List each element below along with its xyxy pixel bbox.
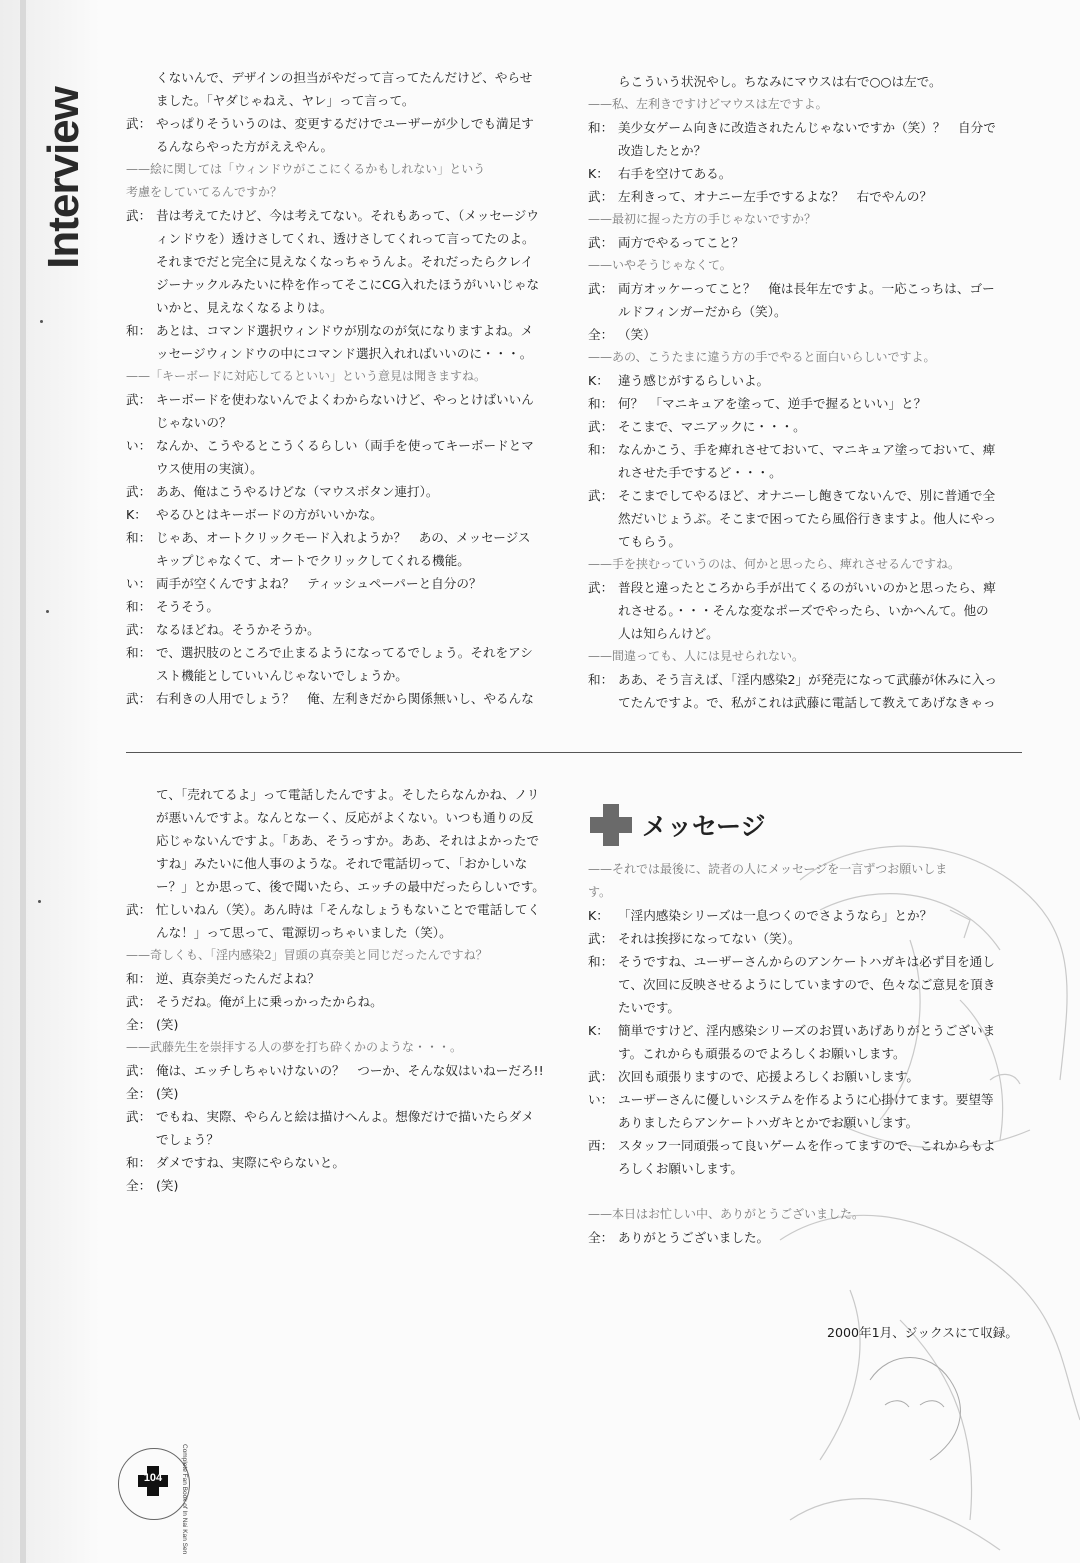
speaker-label: 武： (588, 931, 614, 946)
line-text: そうそう。 (156, 599, 219, 614)
line-text: ッセージウィンドウの中にコマンド選択入れればいいのに・・・。 (156, 346, 533, 361)
speckle (38, 900, 41, 903)
continuation-line (126, 250, 566, 273)
line-text: て、「売れてるよ」って電話したんですよ。そしたらなんかね、ノリ (156, 787, 540, 802)
line-text: 考慮をしていてるんですか？ (126, 185, 283, 199)
interviewer-line (588, 645, 1028, 668)
line-text: ルドフィンガーだから（笑）。 (618, 304, 787, 319)
interviewer-line (588, 553, 1028, 576)
speaker-line (126, 641, 566, 664)
speaker-line (126, 1174, 566, 1197)
speaker-line (588, 277, 1028, 300)
line-text: 右利きの人用でしょう？ 俺、左利きだから関係無いし、やるんな (156, 691, 534, 706)
line-text: そうですね、ユーザーさんからのアンケートハガキは必ず目を通し (618, 954, 995, 969)
speaker-line (588, 668, 1028, 691)
line-text: ジーナックルみたいに枠を作ってそこにCG入れたほうがいいじゃな (156, 277, 540, 292)
line-text: 両方オッケーってこと？ 俺は長年左ですよ。一応こっちは、ゴー (618, 281, 995, 296)
line-text: 昔は考えてたけど、今は考えてない。それもあって、（メッセージウ (156, 208, 539, 223)
interview-column-2 (588, 70, 1028, 714)
line-text: す。 (588, 885, 612, 899)
line-text: てたんですよ。で、私がこれは武藤に電話して教えてあげなきゃっ (618, 695, 996, 710)
speaker-label: 武： (588, 235, 614, 250)
speaker-line (588, 1134, 1028, 1157)
continuation-line (588, 973, 1028, 996)
line-text: あとは、コマンド選択ウィンドウが別なのが気になりますよね。メ (156, 323, 534, 338)
continuation-line (126, 411, 566, 434)
speaker-line (588, 185, 1028, 208)
line-text: なんか、こうやるとこうくるらしい（両手を使ってキーボードとマ (156, 438, 534, 453)
line-text: 次回も頑張りますので、応援よろしくお願いします。 (618, 1069, 919, 1084)
continuation-line (588, 1157, 1028, 1180)
speaker-label: K： (126, 507, 147, 522)
speaker-line (588, 576, 1028, 599)
line-text: なんかこう、手を痺れさせておいて、マニキュア塗っておいて、痺 (618, 442, 996, 457)
line-text: 普段と違ったところから手が出てくるのがいいのかと思ったら、痺 (618, 580, 996, 595)
speaker-line (126, 1151, 566, 1174)
plus-icon (590, 804, 632, 846)
interviewer-line (588, 1203, 1028, 1226)
continuation-line (126, 273, 566, 296)
interviewer-line (588, 93, 1028, 116)
continuation-line (126, 135, 566, 158)
line-text: れさせた手でするど・・・。 (618, 465, 782, 480)
speaker-line (126, 618, 566, 641)
line-text: ——それでは最後に、読者の人にメッセージを一言ずつお願いしま (588, 862, 948, 876)
line-text: スト機能としていいんじゃないでしょうか。 (156, 668, 408, 683)
line-text: 何？ 「マニキュアを塗って、逆手で握るといい」と？ (618, 396, 927, 411)
speaker-line (126, 388, 566, 411)
line-text: 美少女ゲーム向きに改造されたんじゃないですか（笑）？ 自分で (618, 120, 996, 135)
speaker-label: 武： (588, 1069, 614, 1084)
continuation-line (126, 89, 566, 112)
speaker-label: 和： (126, 971, 152, 986)
line-text: キーボードを使わないんでよくわからないけど、やっとけばいいん (156, 392, 534, 407)
continuation-line (126, 875, 566, 898)
page-number: 104 (143, 1472, 163, 1484)
interviewer-line (588, 881, 1028, 904)
line-text: ——間違っても、人には見せられない。 (588, 649, 805, 663)
line-text: スタッフ一同頑張って良いゲームを作ってますので、これからもよ (618, 1138, 996, 1153)
continuation-line (588, 996, 1028, 1019)
speaker-label: 武： (588, 189, 614, 204)
line-text: キップじゃなくて、オートでクリックしてくれる機能。 (156, 553, 470, 568)
speaker-line (126, 1105, 566, 1128)
continuation-line (126, 1128, 566, 1151)
speaker-label: K： (588, 166, 609, 181)
interviewer-line (126, 365, 566, 388)
line-text: 右手を空けてある。 (618, 166, 732, 181)
continuation-line (588, 300, 1028, 323)
continuation-line (126, 549, 566, 572)
line-text: 逆、真奈美だったんだよね？ (156, 971, 320, 986)
continuation-line (588, 1111, 1028, 1134)
speaker-label: 和： (126, 1155, 152, 1170)
speaker-label: 武： (126, 622, 152, 637)
message-heading-text: メッセージ (642, 812, 766, 841)
recording-note: 2000年1月、ジックスにて収録。 (826, 1325, 1018, 1340)
book-caption: Complete Fan Book of In Nai Kan Sen (181, 1444, 188, 1555)
speaker-label: 武： (588, 488, 614, 503)
speaker-label: 和： (588, 442, 614, 457)
speaker-line (126, 990, 566, 1013)
continuation-line (588, 507, 1028, 530)
line-text: 「淫内感染シリーズは一息つくのでさようなら」とか？ (618, 908, 933, 923)
line-text: 人は知らんけど。 (618, 626, 719, 641)
speaker-label: 全： (126, 1086, 152, 1101)
line-text: 忙しいねん（笑）。あん時は「そんなしょうもないことで電話してく (156, 902, 541, 917)
speaker-label: い： (588, 1092, 614, 1107)
interviewer-line (126, 944, 566, 967)
speaker-label: 和： (588, 954, 614, 969)
speaker-line (126, 112, 566, 135)
line-text: すね」みたいに他人事のような。それで電話切って、「おかしいな (156, 856, 528, 871)
line-text: ——奇しくも、「淫内感染2」冒頭の真奈美と同じだったんですね？ (126, 948, 488, 962)
line-text: れさせる。・・・そんな変なポーズでやったら、いかへんて。他の (618, 603, 989, 618)
message-heading (590, 804, 766, 846)
interview-column-3 (126, 783, 566, 1197)
speaker-line (588, 162, 1028, 185)
speaker-label: 全： (588, 327, 614, 342)
line-text (618, 1180, 1028, 1203)
line-text: らこういう状況やし。ちなみにマウスは右で○○は左で。 (618, 74, 942, 89)
speaker-line (588, 1088, 1028, 1111)
continuation-line (126, 342, 566, 365)
speaker-label: 武： (588, 419, 614, 434)
line-text: ——「キーボードに対応してるといい」という意見は聞きますね。 (126, 369, 487, 383)
speaker-line (126, 434, 566, 457)
line-text: 両方でやるってこと？ (618, 235, 744, 250)
speaker-label: 武： (126, 1109, 152, 1124)
speaker-label: 和： (126, 323, 152, 338)
line-text: ——手を挟むっていうのは、何かと思ったら、痺れさせるんですね。 (588, 557, 961, 571)
continuation-line (588, 1180, 1028, 1203)
speaker-label: 和： (588, 120, 614, 135)
line-text: (笑) (156, 1017, 179, 1032)
speaker-line (588, 231, 1028, 254)
line-text: そこまで、マニアックに・・・。 (618, 419, 806, 434)
continuation-line (126, 66, 566, 89)
line-text: ユーザーさんに優しいシステムを作るように心掛けてます。要望等 (618, 1092, 994, 1107)
interviewer-line (126, 1036, 566, 1059)
continuation-line (588, 530, 1028, 553)
continuation-line (126, 664, 566, 687)
continuation-line (588, 1042, 1028, 1065)
speaker-line (588, 927, 1028, 950)
continuation-line (126, 227, 566, 250)
speaker-label: 西： (588, 1138, 614, 1153)
line-text: ああ、俺はこうやるけどな（マウスボタン連打）。 (156, 484, 439, 499)
line-text: ウス使用の実演）。 (156, 461, 263, 476)
continuation-line (126, 296, 566, 319)
interviewer-line (126, 181, 566, 204)
line-text: んな！」って思って、電源切っちゃいました（笑）。 (156, 925, 452, 940)
speaker-label: 武： (126, 1063, 152, 1078)
speaker-line (126, 526, 566, 549)
speaker-line (126, 1059, 566, 1082)
continuation-line (126, 829, 566, 852)
line-text: たいです。 (618, 1000, 680, 1015)
speaker-line (588, 484, 1028, 507)
line-text: くないんで、デザインの担当がやだって言ってたんだけど、やらせ (156, 70, 533, 85)
line-text: ——絵に関しては「ウィンドウがここにくるかもしれない」という (126, 162, 486, 176)
line-text: ——私、左利きですけどマウスは左ですよ。 (588, 97, 828, 111)
line-text: いかと、見えなくなるよりは。 (156, 300, 333, 315)
speaker-line (126, 503, 566, 526)
line-text: 改造したとか？ (618, 143, 707, 158)
speaker-label: 武： (126, 208, 152, 223)
message-column (588, 858, 1028, 1249)
speaker-line (588, 392, 1028, 415)
line-text: ああ、そう言えば、「淫内感染2」が発売になって武藤が休みに入っ (618, 672, 998, 687)
speaker-line (588, 950, 1028, 973)
speckle (46, 610, 49, 613)
continuation-line (588, 622, 1028, 645)
line-text: 俺は、エッチしちゃいけないの？ つーか、そんな奴はいねーだろ!! (156, 1063, 544, 1078)
speaker-label: 武： (126, 392, 152, 407)
continuation-line (126, 921, 566, 944)
speaker-line (126, 319, 566, 342)
speaker-label: 和： (588, 672, 614, 687)
interview-column-1 (126, 66, 566, 710)
speaker-label: 和： (126, 599, 152, 614)
line-text: ——あの、こうたまに違う方の手でやると面白いらしいですよ。 (588, 350, 936, 364)
line-text: じゃあ、オートクリックモード入れようか？ あの、メッセージス (156, 530, 531, 545)
speaker-label: K： (588, 908, 609, 923)
line-text: ——最初に握った方の手じゃないですか？ (588, 212, 817, 226)
speaker-label: 武： (126, 484, 152, 499)
line-text: ろしくお願いします。 (618, 1161, 743, 1176)
line-text: ——武藤先生を崇拝する人の夢を打ち砕くかのような・・・。 (126, 1040, 463, 1054)
line-text: そこまでしてやるほど、オナニーし飽きてないんで、別に普通で全 (618, 488, 996, 503)
speaker-line (588, 1019, 1028, 1042)
line-text: 左利きって、オナニー左手でするよな？ 右でやんの？ (618, 189, 933, 204)
speaker-line (126, 204, 566, 227)
continuation-line (126, 783, 566, 806)
speaker-label: 和： (126, 530, 152, 545)
speaker-label: 武： (126, 994, 152, 1009)
speaker-label: 武： (126, 691, 152, 706)
speaker-label: 全： (126, 1017, 152, 1032)
line-text: でしょう？ (156, 1132, 219, 1147)
speaker-label: い： (126, 576, 152, 591)
section-title-text: Interview (39, 87, 88, 269)
speaker-label: い： (126, 438, 152, 453)
speckle (40, 320, 43, 323)
speaker-line (126, 898, 566, 921)
speaker-label: K： (588, 373, 609, 388)
speaker-label: 和： (126, 645, 152, 660)
line-text: 応じゃないんですよ。「ああ、そうっすか。ああ、それはよかったで (156, 833, 540, 848)
line-text: で、選択肢のところで止まるようになってるでしょう。それをアシ (156, 645, 533, 660)
line-text: やっぱりそういうのは、変更するだけでユーザーが少しでも満足す (156, 116, 534, 131)
speaker-line (126, 572, 566, 595)
line-text: ありがとうございました。 (618, 1230, 770, 1245)
speaker-line (126, 687, 566, 710)
line-text: やるひとはキーボードの方がいいかな。 (156, 507, 383, 522)
line-text: (笑) (156, 1086, 179, 1101)
sidebar-band (0, 0, 100, 1563)
speaker-line (588, 438, 1028, 461)
sidebar-stripe (20, 0, 26, 1563)
line-text: それは挨拶になってない（笑）。 (618, 931, 801, 946)
speaker-line (126, 595, 566, 618)
speaker-line (588, 904, 1028, 927)
continuation-line (126, 457, 566, 480)
line-text: ——いやそうじゃなくて。 (588, 258, 732, 272)
line-text: なるほどね。そうかそうか。 (156, 622, 320, 637)
speaker-label: K： (588, 1023, 609, 1038)
line-text: ダメですね、実際にやらないと。 (156, 1155, 345, 1170)
line-text: 然だいじょうぶ。そこまで困ってたら風俗行きますよ。他人にやっ (618, 511, 997, 526)
line-text: が悪いんですよ。なんとなーく、反応がよくない。いつも通りの反 (156, 810, 534, 825)
continuation-line (588, 70, 1028, 93)
speaker-line (588, 415, 1028, 438)
speaker-line (588, 116, 1028, 139)
line-text: ——本日はお忙しい中、ありがとうございました。 (588, 1207, 865, 1221)
line-text: て、次回に反映させるようにしていますので、色々なご意見を頂き (618, 977, 996, 992)
interviewer-line (588, 346, 1028, 369)
speaker-line (126, 480, 566, 503)
line-text: 違う感じがするらしいよ。 (618, 373, 770, 388)
section-divider (126, 752, 1022, 753)
interviewer-line (588, 208, 1028, 231)
continuation-line (588, 461, 1028, 484)
section-title (36, 62, 92, 294)
speaker-line (126, 1013, 566, 1036)
speaker-label: 武： (126, 116, 152, 131)
speaker-label: 全： (588, 1230, 614, 1245)
speaker-line (588, 323, 1028, 346)
continuation-line (126, 806, 566, 829)
interviewer-line (588, 254, 1028, 277)
line-text: ました。「ヤダじゃねえ、ヤレ」って言って。 (156, 93, 415, 108)
line-text: ィンドウを）透けさしてくれ、透けさしてくれって言ってたのよ。 (156, 231, 535, 246)
speaker-label: 和： (588, 396, 614, 411)
line-text: す。これからも頑張るのでよろしくお願いします。 (618, 1046, 906, 1061)
continuation-line (588, 139, 1028, 162)
line-text: じゃないの？ (156, 415, 232, 430)
line-text: るんならやった方がええやん。 (156, 139, 334, 154)
line-text: ー？」とか思って、後で聞いたら、エッチの最中だったらしいです。 (156, 879, 545, 894)
page-number-badge (108, 1440, 200, 1555)
line-text: 両手が空くんですよね？ ティッシュペーパーと自分の？ (156, 576, 482, 591)
continuation-line (588, 691, 1028, 714)
speaker-line (588, 1065, 1028, 1088)
speaker-line (588, 369, 1028, 392)
speaker-label: 武： (588, 580, 614, 595)
line-text: (笑) (156, 1178, 179, 1193)
speaker-line (126, 1082, 566, 1105)
continuation-line (126, 852, 566, 875)
speaker-line (588, 1226, 1028, 1249)
line-text: てもらう。 (618, 534, 681, 549)
line-text: それまでだと完全に見えなくなっちゃうんよ。それだったらクレイ (156, 254, 534, 269)
interviewer-line (588, 858, 1028, 881)
speaker-label: 全： (126, 1178, 152, 1193)
speaker-label: 武： (588, 281, 614, 296)
line-text: そうだね。俺が上に乗っかったからね。 (156, 994, 383, 1009)
continuation-line (588, 599, 1028, 622)
line-text: でもね、実際、やらんと絵は描けへんよ。想像だけで描いたらダメ (156, 1109, 534, 1124)
interviewer-line (126, 158, 566, 181)
line-text: ありましたらアンケートハガキとかでお願いします。 (618, 1115, 919, 1130)
line-text: 簡単ですけど、淫内感染シリーズのお買いあげありがとうございま (618, 1023, 996, 1038)
speaker-line (126, 967, 566, 990)
line-text: （笑） (618, 327, 656, 342)
speaker-label: 武： (126, 902, 152, 917)
